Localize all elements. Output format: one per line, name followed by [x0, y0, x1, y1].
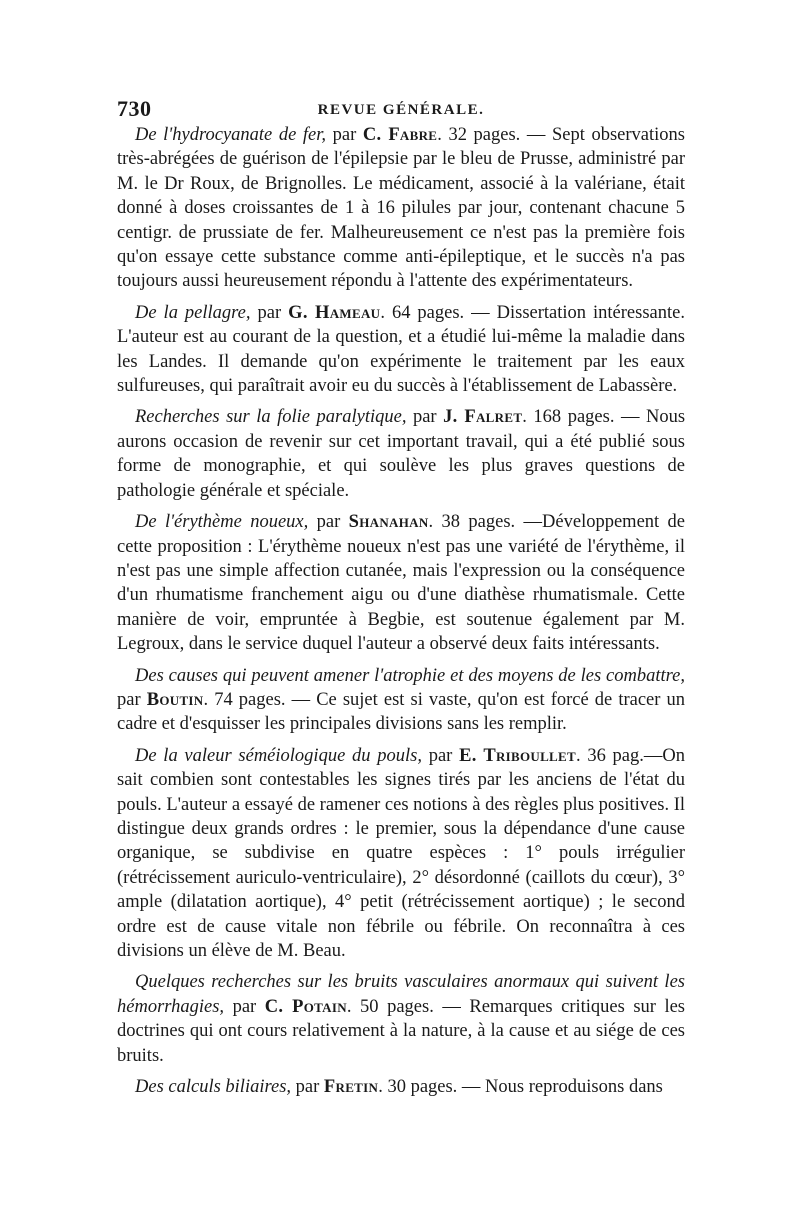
entry-text: . 38 pages. —Développement de cette proposition : L'érythème noueux n'est pas une variété de l'érythème, il n'est pas une simple affection cutanée, mais l'expression ou la conséquence d'un rhumatisme franchement aigu ou d'une diathèse rhumatismale. Cette manière de voir, empruntée à Begbie, est soutenue également par M. Legroux, dans le service duquel l'auteur a observé deux faits intéressants. [117, 512, 686, 655]
bibliography-entry [117, 123, 685, 294]
entry-text: . 36 pag.—On sait combien sont contestables les signes tirés par les anciens de l'état du pouls. L'auteur a essayé de ramener ces notions à des règles plus positives. Il distingue deux grands ordres : le premier, sous la dépendance d'une cause organique, se subdivise en quatre espèces : 1° pouls irrégulier (rétrécissement auriculo-ventriculaire), 2° désordonné (caillots du cœur), 3° ample (dilatation aortique), 4° petit (rétrécissement aortique) ; le second ordre est de cause vitale non fébrile ou fébrile. On reconnaîtra à ces divisions un élève de M. Beau. [117, 745, 686, 961]
entry-text: . 64 pages. — Dissertation intéressante. L'auteur est au courant de la question, et a étudié lui-même la maladie dans les Landes. Il demande qu'on expérimente le traitement par les eaux sulfureuses, qui paraîtrait avoir eu du succès à l'établissement de Labassère. [117, 302, 685, 397]
entry-by: par [421, 745, 460, 766]
entry-by: par [308, 512, 349, 533]
entry-text: . 168 pages. — Nous aurons occasion de revenir sur cet important travail, qui a été publié sous forme de monographie, et qui soulève les plus graves questions de pathologie générale et spéciale. [117, 407, 686, 501]
entry-by: par [250, 302, 289, 323]
bibliography-entry [117, 510, 685, 656]
entry-title: Recherches sur la folie paralytique, [135, 407, 407, 428]
entry-by: par [224, 996, 265, 1017]
page-header [117, 96, 685, 126]
bibliography-entry [117, 301, 685, 399]
entry-by: par [406, 407, 444, 428]
entry-author: C. Fabre [362, 125, 438, 145]
bibliography-entry [117, 1075, 685, 1099]
entry-author: Shanahan [348, 512, 429, 533]
entry-text: . 74 pages. — Ce sujet est si vaste, qu'on est forcé de tracer un cadre et d'esquisser les principales divisions sans les remplir. [117, 689, 686, 735]
entry-by: par [291, 1077, 324, 1098]
entry-title: Quelques recherches sur les bruits vasculaires anormaux qui suivent les hémorrhagies, [117, 972, 685, 1017]
entry-by: par [326, 125, 363, 145]
bibliography-entry [117, 664, 685, 737]
entry-title: De la pellagre, [135, 302, 251, 323]
entry-author: C. Potain [264, 996, 347, 1017]
page-number: 730 [117, 96, 152, 121]
bibliography-entry [117, 744, 685, 964]
entry-by: par [117, 689, 147, 710]
entry-author: J. Falret [443, 407, 523, 428]
running-title: REVUE GÉNÉRALE. [317, 102, 485, 118]
entry-text: . 32 pages. — Sept observations très-abrégées de guérison de l'épilepsie par le bleu de Prusse, administré par M. le Dr Roux, de Brignolles. Le médicament, associé à la valériane, était donné à doses croissantes de 1 à 16 pilules par jour, contenant chacune 5 centigr. de prussiate de fer. Malheureusement ce n'est pas la première fois qu'on essaye cette substance comme anti-épileptique, et le succès n'a pas toujours aussi heureusement répondu à l'attente des expérimentateurs. [117, 125, 685, 292]
entry-text: . 30 pages. — Nous reproduisons dans [378, 1077, 663, 1098]
entry-author: E. Triboullet [459, 745, 576, 766]
entry-title: De l'hydrocyanate de fer, [135, 125, 327, 145]
entry-title: De l'érythème noueux, [135, 512, 309, 533]
entry-author: Fretin [323, 1077, 379, 1098]
entry-title: Des causes qui peuvent amener l'atrophie et des moyens de les combattre, [135, 665, 685, 686]
entry-text: . 50 pages. — Remarques critiques sur les doctrines qui ont cours relativement à la nature, à la cause et au siége de ces bruits. [117, 996, 686, 1066]
bibliography-entry [117, 970, 685, 1068]
entry-author: Boutin [146, 689, 204, 710]
entry-author: G. Hameau [288, 302, 381, 323]
entry-title: Des calculs biliaires, [135, 1077, 292, 1098]
entry-title: De la valeur séméiologique du pouls, [135, 745, 422, 766]
page-body [117, 123, 685, 1106]
bibliography-entry [117, 405, 685, 503]
